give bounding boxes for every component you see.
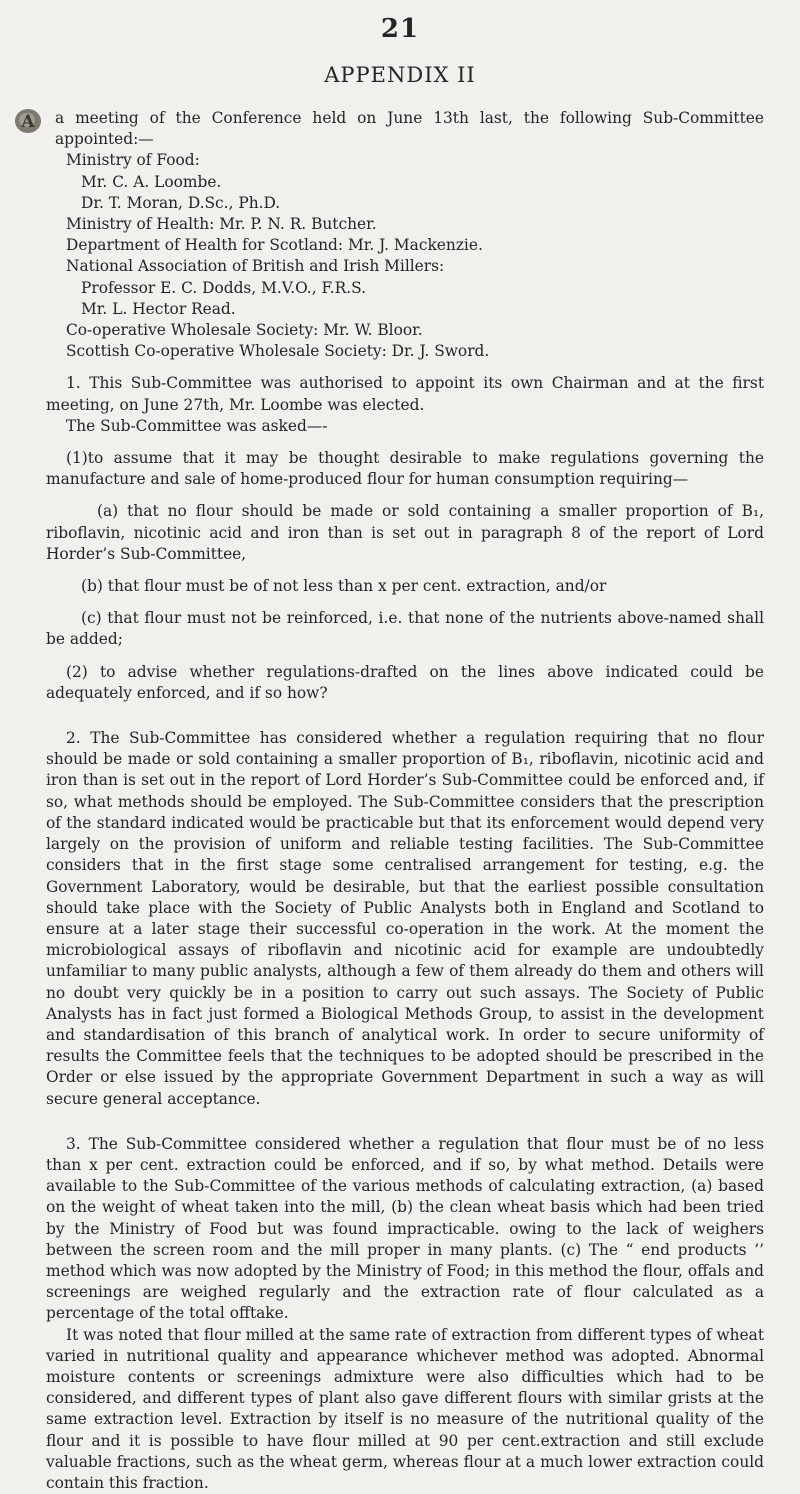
drop-cap-initial: [14, 106, 42, 134]
term-2: (2) to advise whether regulations-drafted on the lines above indicated could be adequately enforced, and if so how?: [46, 662, 764, 702]
member-line: Ministry of Food:: [66, 151, 200, 170]
member-line: Dr. T. Moran, D.Sc., Ph.D.: [81, 193, 281, 212]
member-line: Department of Health for Scotland: Mr. J. Mackenzie.: [66, 236, 483, 255]
intro-text: a meeting of the Conference held on June 13th last, the following Sub-Committee appointed:—: [55, 109, 764, 149]
asked-line: The Sub-Committee was asked—-: [66, 416, 328, 435]
paragraph-2: 2. The Sub-Committee has considered whether a regulation requiring that no flour should be made or sold containing a smaller proportion of B₁, riboflavin, nicotinic acid and iron than is set out in the report of Lord Horder’s Sub-Committee could be enforced and, if so, what methods should be employed. The Sub-Committee considers that the prescription of the standard indicated would be practicable but that its enforcement would depend very largely on the provision of uniform and reliable testing facilities. The Sub-Committee considers that in the first stage some centralised arrangement for testing, e.g. the Government Laboratory, would be desirable, but that the earliest possible consultation should take place with the Society of Public Analysts both in England and Scotland to ensure at a later stage their successful co-operation in the work. At the moment the microbiological assays of riboflavin and nicotinic acid for example are undoubtedly unfamiliar to many public analysts, although a few of them already do them and others will no doubt very quickly be in a position to carry out such assays. The Society of Public Analysts has in fact just formed a Biological Methods Group, to assist in the development and standardisation of this branch of analytical work. In order to secure uniformity of results the Committee feels that the techniques to be adopted should be prescribed in the Order or else issued by the appropriate Government Department in such a way as will secure general acceptance.: [46, 729, 764, 1108]
member-line: Professor E. C. Dodds, M.V.O., F.R.S.: [81, 278, 367, 297]
term-1a: (a) that no flour should be made or sold containing a smaller proportion of B₁, riboflavin, nicotinic acid and iron than is set out in paragraph 8 of the report of Lord Horder’s Sub-Committee,: [46, 502, 764, 563]
paragraph-3: 3. The Sub-Committee considered whether a regulation that flour must be of no less than x per cent. extraction could be enforced, and if so, by what method. Details were available to the Sub-Committee of the various methods of calculating extraction, (a) based on the weight of wheat taken into the mill, (b) the clean wheat basis which had been tried by the Ministry of Food but was found impracticable. owing to the lack of weighers between the screen room and the mill proper in many plants. (c) The “ end products ’’ method which was now adopted by the Ministry of Food; in this method the flour, offals and screenings are weighed regularly and the extraction rate of flour calculated as a percentage of the total offtake.: [46, 1134, 764, 1323]
member-line: Ministry of Health: Mr. P. N. R. Butcher.: [66, 215, 377, 234]
paragraph-4: It was noted that flour milled at the same rate of extraction from different types of wheat varied in nutritional quality and appearance whichever method was adopted. Abnormal moisture contents or screenings admixture were also difficulties which had to be considered, and different types of plant also gave different flours with similar grists at the same extraction level. Extraction by itself is no measure of the nutritional quality of the flour and it is possible to have flour milled at 90 per cent.extraction and still exclude valuable fractions, such as the wheat germ, whereas flour at a much lower extraction could contain this fraction.: [46, 1325, 764, 1492]
appendix-heading: APPENDIX II: [324, 63, 476, 87]
intro-paragraph: [21, 108, 764, 150]
member-line: Mr. C. A. Loombe.: [81, 172, 222, 191]
drop-cap-letter: A: [21, 112, 35, 132]
term-1: (1)to assume that it may be thought desirable to make regulations governing the manufacture and sale of home-produced flour for human consumption requiring—: [46, 449, 764, 489]
term-1c: (c) that flour must not be reinforced, i.e. that none of the nutrients above-named shall be added;: [46, 609, 764, 649]
member-line: Scottish Co-operative Wholesale Society: Dr. J. Sword.: [66, 342, 490, 361]
document-body: [21, 108, 764, 1494]
page-number: 21: [380, 14, 420, 44]
term-1b: (b) that flour must be of not less than x per cent. extraction, and/or: [81, 577, 607, 596]
member-line: National Association of British and Irish Millers:: [66, 257, 445, 276]
paragraph-1: 1. This Sub-Committee was authorised to appoint its own Chairman and at the first meeting, on June 27th, Mr. Loombe was elected.: [46, 374, 764, 414]
member-line: Co-operative Wholesale Society: Mr. W. Bloor.: [66, 321, 423, 340]
member-line: Mr. L. Hector Read.: [81, 299, 236, 318]
